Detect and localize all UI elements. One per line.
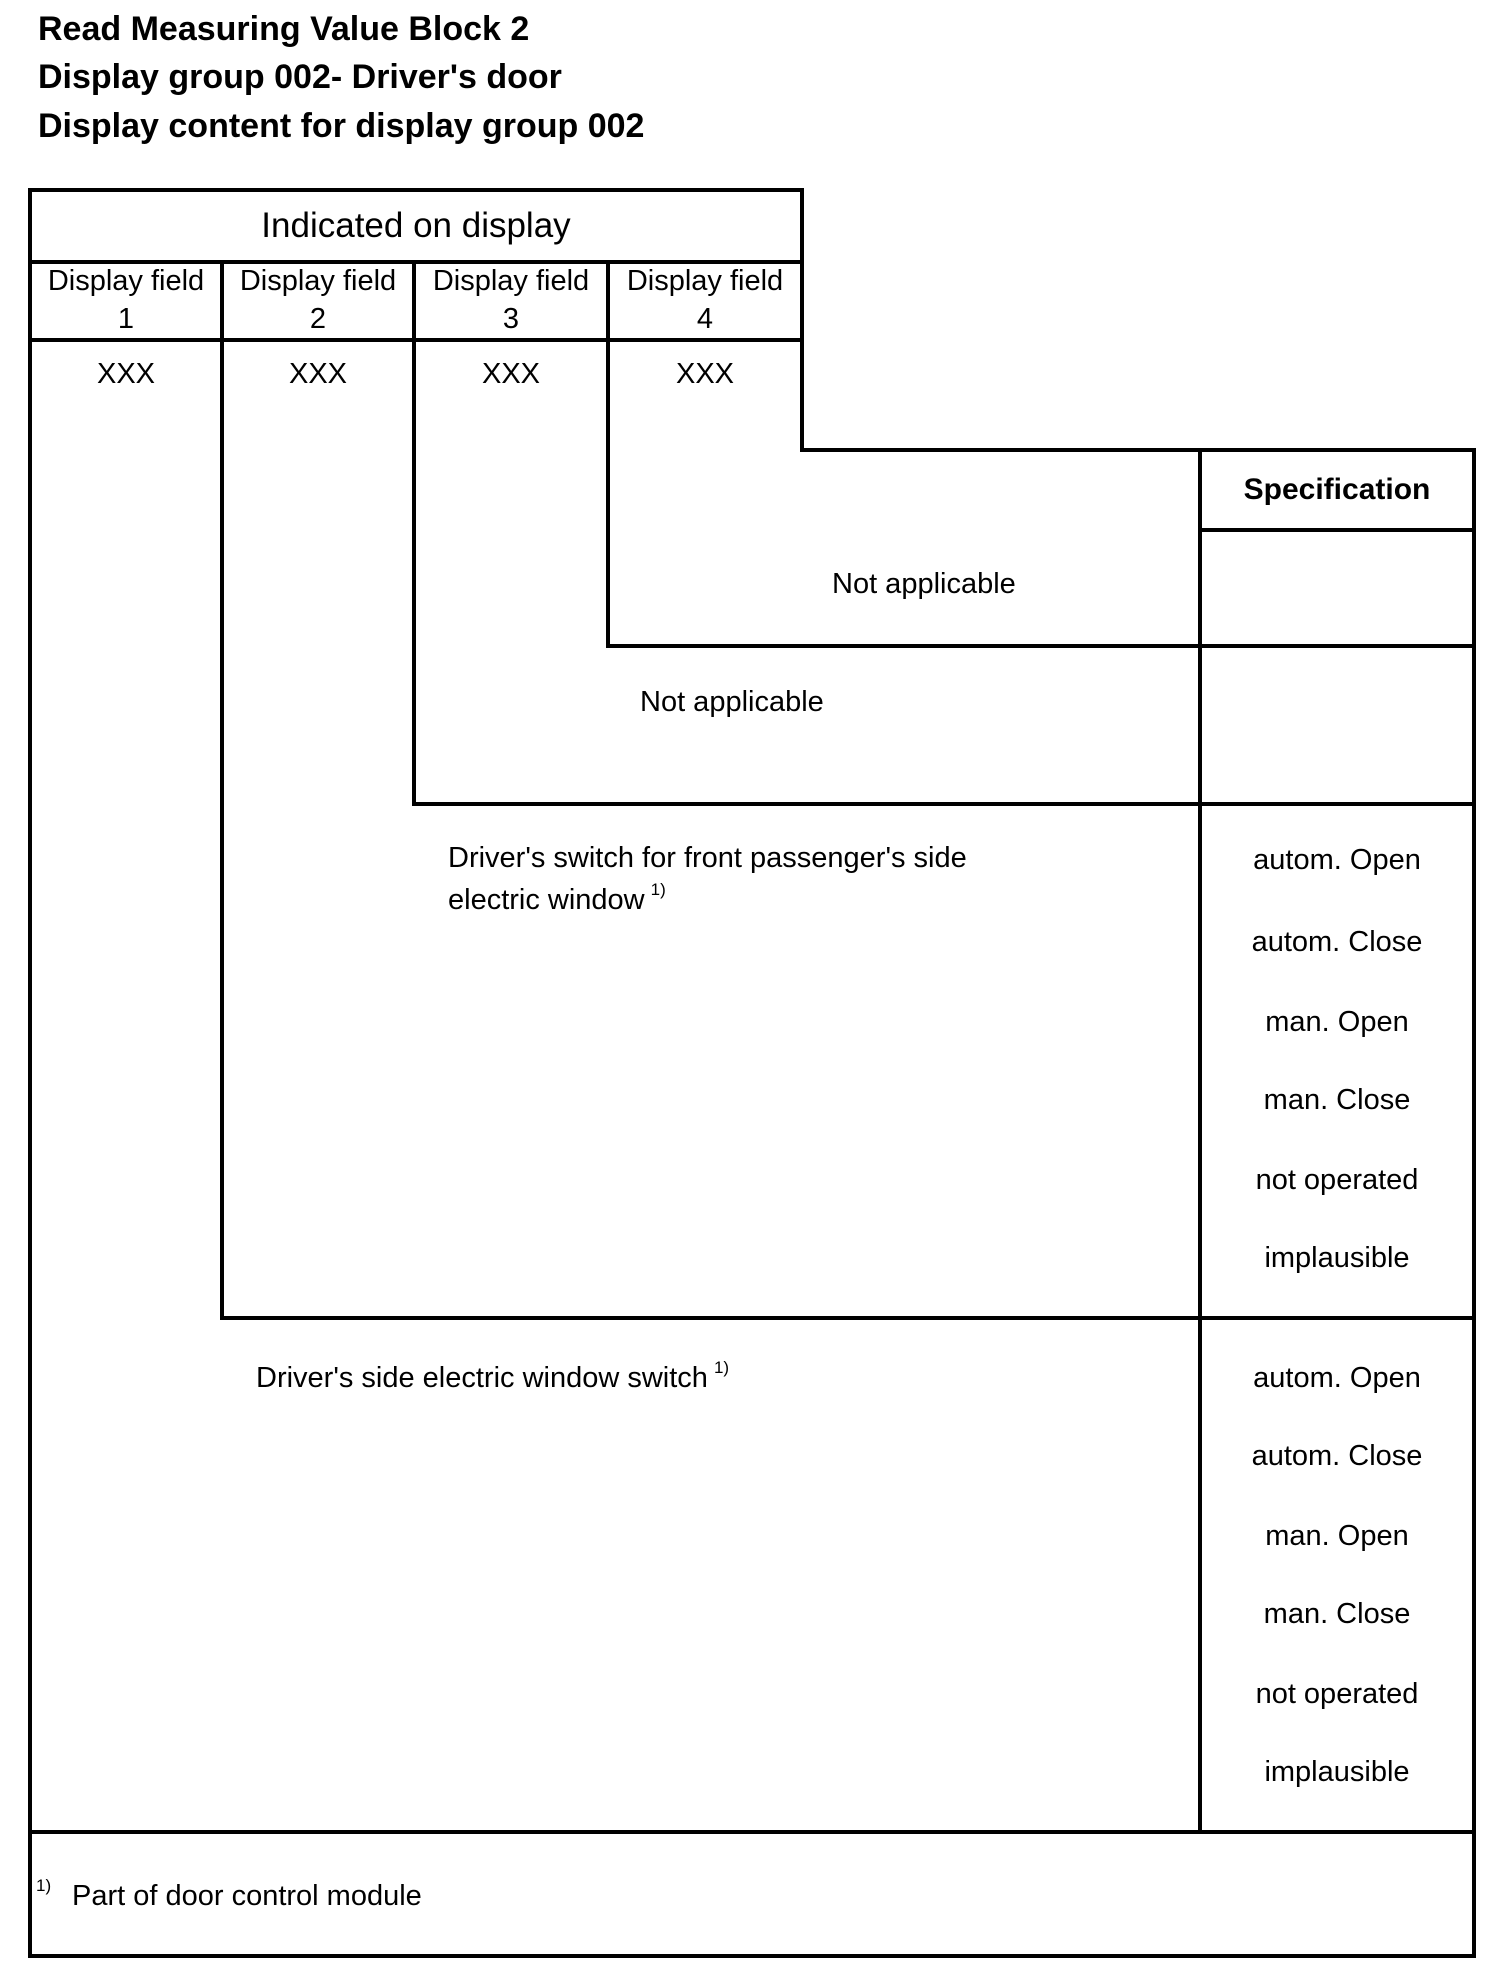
- field-1-spec-item: autom. Close: [1251, 1440, 1423, 1472]
- display-field-2-number: 2: [309, 303, 327, 335]
- display-field-1-number: 1: [117, 303, 135, 335]
- display-field-2-label: Display field: [239, 265, 397, 297]
- field-2-spec-item: implausible: [1264, 1242, 1410, 1274]
- display-field-4-label: Display field: [626, 265, 784, 297]
- field-1-spec-item: not operated: [1255, 1678, 1419, 1710]
- field-1-footnote-mark: 1): [713, 1358, 730, 1377]
- field-4-description: Not applicable: [832, 568, 1016, 600]
- field-1-description: [256, 1358, 730, 1395]
- display-field-3-number: 3: [502, 303, 520, 335]
- field-2-spec-item: autom. Close: [1251, 926, 1423, 958]
- field-2-spec-item: not operated: [1255, 1164, 1419, 1196]
- display-field-4-number: 4: [696, 303, 714, 335]
- field-2-description-line-2: [448, 880, 666, 917]
- field-1-description-text: Driver's side electric window switch: [256, 1362, 708, 1394]
- field-1-spec-item: man. Close: [1263, 1598, 1411, 1630]
- footnote-mark: 1): [36, 1876, 52, 1895]
- field-2-spec-item: autom. Open: [1253, 844, 1421, 876]
- field-2-spec-item: man. Open: [1265, 1006, 1409, 1038]
- field-2-footnote-mark: 1): [650, 880, 666, 899]
- field-2-description-line-1: Driver's switch for front passenger's side: [448, 842, 967, 874]
- display-field-3-header: [416, 262, 606, 338]
- footnote-text: Part of door control module: [72, 1880, 422, 1912]
- display-field-2-value: XXX: [288, 358, 348, 390]
- field-1-spec-item: implausible: [1264, 1756, 1410, 1788]
- page-title-line-1: Read Measuring Value Block 2: [38, 10, 530, 48]
- display-field-2-header: [224, 262, 412, 338]
- field-2-spec-item: man. Close: [1263, 1084, 1411, 1116]
- display-field-4-value: XXX: [675, 358, 735, 390]
- display-field-1-label: Display field: [47, 265, 205, 297]
- field-1-spec-item: autom. Open: [1253, 1362, 1421, 1394]
- display-field-1-value: XXX: [96, 358, 156, 390]
- field-2-description-text: electric window: [448, 884, 645, 916]
- field-1-spec-item: man. Open: [1265, 1520, 1409, 1552]
- display-field-3-label: Display field: [432, 265, 590, 297]
- display-field-1-header: [32, 262, 220, 338]
- display-field-3-value: XXX: [481, 358, 541, 390]
- page-title-line-2: Display group 002- Driver's door: [38, 58, 562, 96]
- specification-header: Specification: [1243, 473, 1431, 506]
- field-3-description: Not applicable: [640, 686, 824, 718]
- display-field-4-header: [610, 262, 800, 338]
- indicated-on-display-header: Indicated on display: [261, 206, 571, 245]
- page-title-line-3: Display content for display group 002: [38, 107, 645, 145]
